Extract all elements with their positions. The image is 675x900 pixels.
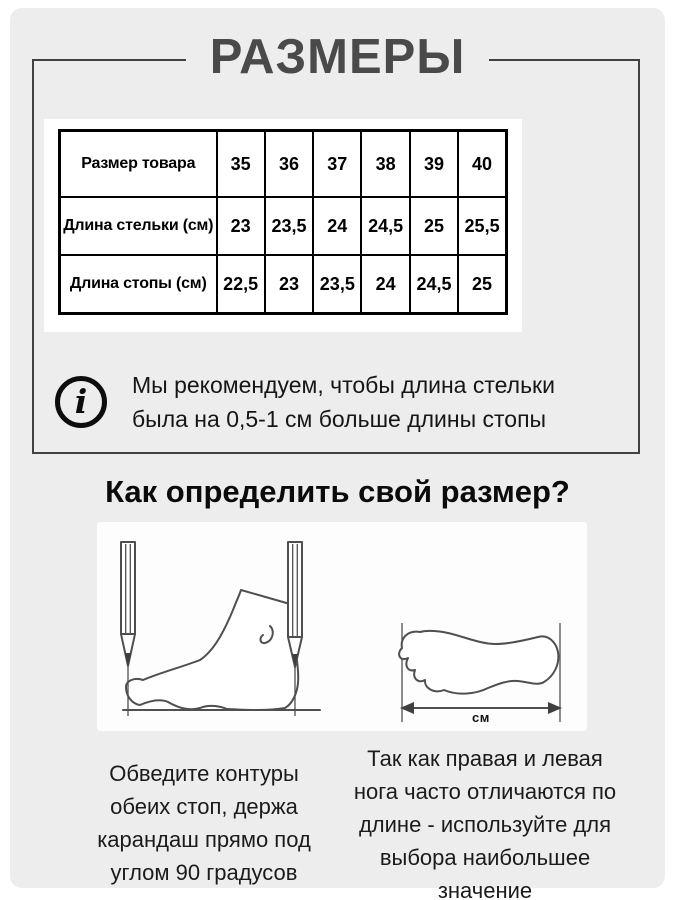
- caption-line: углом 90 градусов: [110, 860, 298, 885]
- howto-heading: Как определить свой размер?: [105, 474, 570, 509]
- size-cell: 36: [265, 131, 313, 198]
- cm-label: см: [472, 710, 490, 725]
- value-cell: 22,5: [217, 255, 265, 314]
- foot-outline-measure-illustration: [392, 600, 572, 730]
- row-label: Длина стопы (см): [60, 255, 217, 314]
- note-line: была на 0,5-1 см больше длины стопы: [132, 406, 547, 432]
- size-cell: 35: [217, 131, 265, 198]
- value-cell: 23,5: [265, 197, 313, 255]
- info-icon: [55, 376, 107, 428]
- left-instruction: [58, 757, 350, 889]
- footprint-icon: [399, 631, 558, 694]
- page-title-text: РАЗМЕРЫ: [186, 26, 490, 88]
- caption-line: выбора наибольшее: [379, 845, 591, 870]
- value-cell: 24,5: [410, 255, 458, 314]
- size-cell: 38: [361, 131, 409, 198]
- page-title: [0, 26, 675, 88]
- table-row-foot-length: [60, 255, 507, 314]
- right-instruction: [342, 742, 628, 900]
- caption-line: нога часто отличаются по: [353, 779, 617, 804]
- value-cell: 23,5: [313, 255, 361, 314]
- caption-line: карандаш прямо под: [97, 827, 311, 852]
- row-label: Размер товара: [60, 131, 217, 198]
- value-cell: 25: [410, 197, 458, 255]
- note-line: Мы рекомендуем, чтобы длина стельки: [132, 372, 555, 398]
- value-cell: 23: [265, 255, 313, 314]
- value-cell: 25,5: [458, 197, 506, 255]
- foot-side-icon: [126, 590, 298, 710]
- value-cell: 24: [361, 255, 409, 314]
- size-table: [58, 129, 508, 315]
- note-text: [132, 368, 555, 436]
- caption-line: Так как правая и левая: [367, 746, 603, 771]
- row-label: Длина стельки (см): [60, 197, 217, 255]
- caption-line: длине - используйте для: [358, 812, 612, 837]
- info-icon-glyph: i: [74, 381, 88, 421]
- value-cell: 25: [458, 255, 506, 314]
- table-row-product-size: [60, 131, 507, 198]
- caption-line: Обведите контуры: [109, 761, 299, 786]
- table-row-insole-length: [60, 197, 507, 255]
- caption-line: значение: [437, 878, 533, 900]
- size-cell: 39: [410, 131, 458, 198]
- value-cell: 23: [217, 197, 265, 255]
- value-cell: 24,5: [361, 197, 409, 255]
- illustrations-panel: [97, 522, 587, 731]
- caption-line: обеих стоп, держа: [110, 794, 298, 819]
- value-cell: 24: [313, 197, 361, 255]
- size-cell: 40: [458, 131, 506, 198]
- foot-tracing-illustration: [107, 534, 337, 719]
- size-cell: 37: [313, 131, 361, 198]
- recommendation-note: [55, 352, 620, 452]
- size-table-panel: [44, 119, 522, 332]
